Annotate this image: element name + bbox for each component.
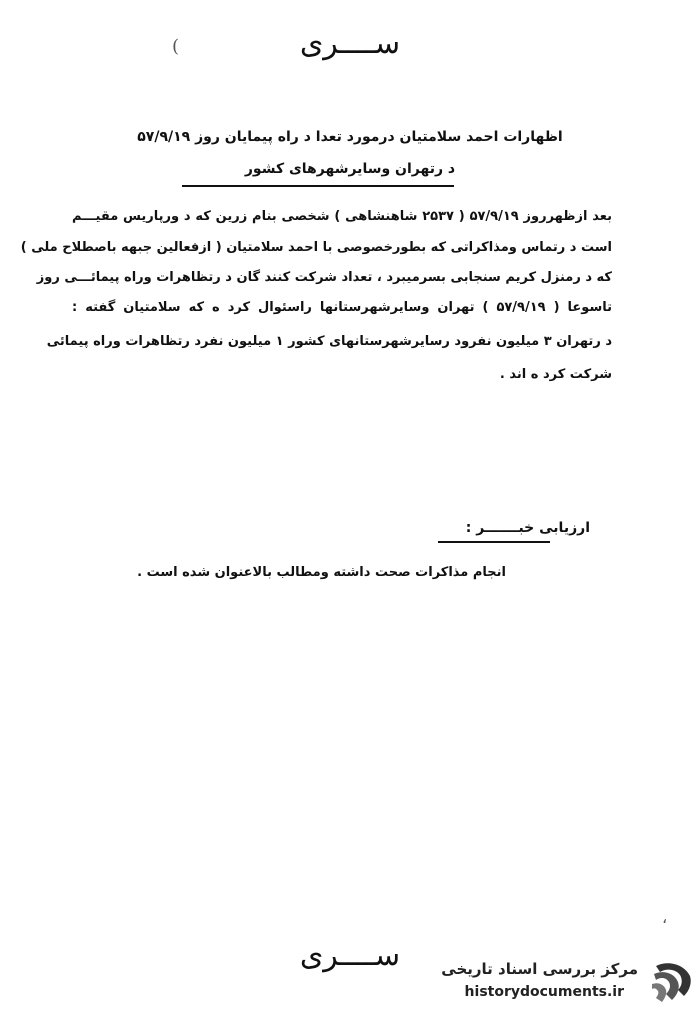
body-line-1: بعد ازظهرروز ۵۷/۹/۱۹ ( ۲۵۳۷ شاهنشاهی ) شخصی بنام زرین که د ورپاریس مقیـــم	[72, 209, 612, 224]
classification-stamp-bottom: ســــری	[299, 938, 401, 973]
body-line-3: که د رمنزل کریم سنجابی بسرمیبرد ، تعداد شرکت کنند گان د رتظاهرات وراه پیمائـــی روز	[36, 270, 612, 285]
classification-stamp-top: ســــری	[299, 26, 401, 61]
body-line-4: تاسوعا ( ۵۷/۹/۱۹ ) تهران وسایرشهرستانها راسئوال کرد ه که سلامتیان گفته :	[72, 300, 612, 315]
assessment-heading: ارزیابی خبـــــــر :	[465, 520, 590, 536]
document-heading: اظهارات احمد سلامتیان درمورد تعدا د راه پیمایان روز ۵۷/۹/۱۹	[137, 129, 563, 145]
assessment-text: انجام مذاکرات صحت داشته ومطالب بالاعنوان شده است .	[137, 565, 506, 580]
scan-speck: ،	[662, 908, 668, 927]
scan-speck: (	[172, 36, 180, 57]
archive-watermark	[430, 958, 694, 1006]
heading-underline	[182, 185, 454, 187]
body-line-6: شرکت کرد ه اند .	[499, 367, 612, 382]
assessment-underline	[438, 541, 550, 543]
watermark-title: مرکز بررسی اسناد تاریخی	[441, 960, 638, 978]
document-subheading: د رتهران وسایرشهرهای کشور	[244, 161, 456, 177]
body-line-5: د رتهران ۳ میلیون نفرود رسایرشهرستانهای کشور ۱ میلیون نفرد رتظاهرات وراه پیمائی	[46, 334, 612, 349]
archive-logo-icon	[648, 960, 694, 1004]
body-line-2: است د رتماس ومذاکراتی که بطورخصوصی با احمد سلامتیان ( ازفعالین جبهه باصطلاح ملی )	[20, 240, 612, 255]
watermark-url: historydocuments.ir	[464, 984, 624, 1000]
